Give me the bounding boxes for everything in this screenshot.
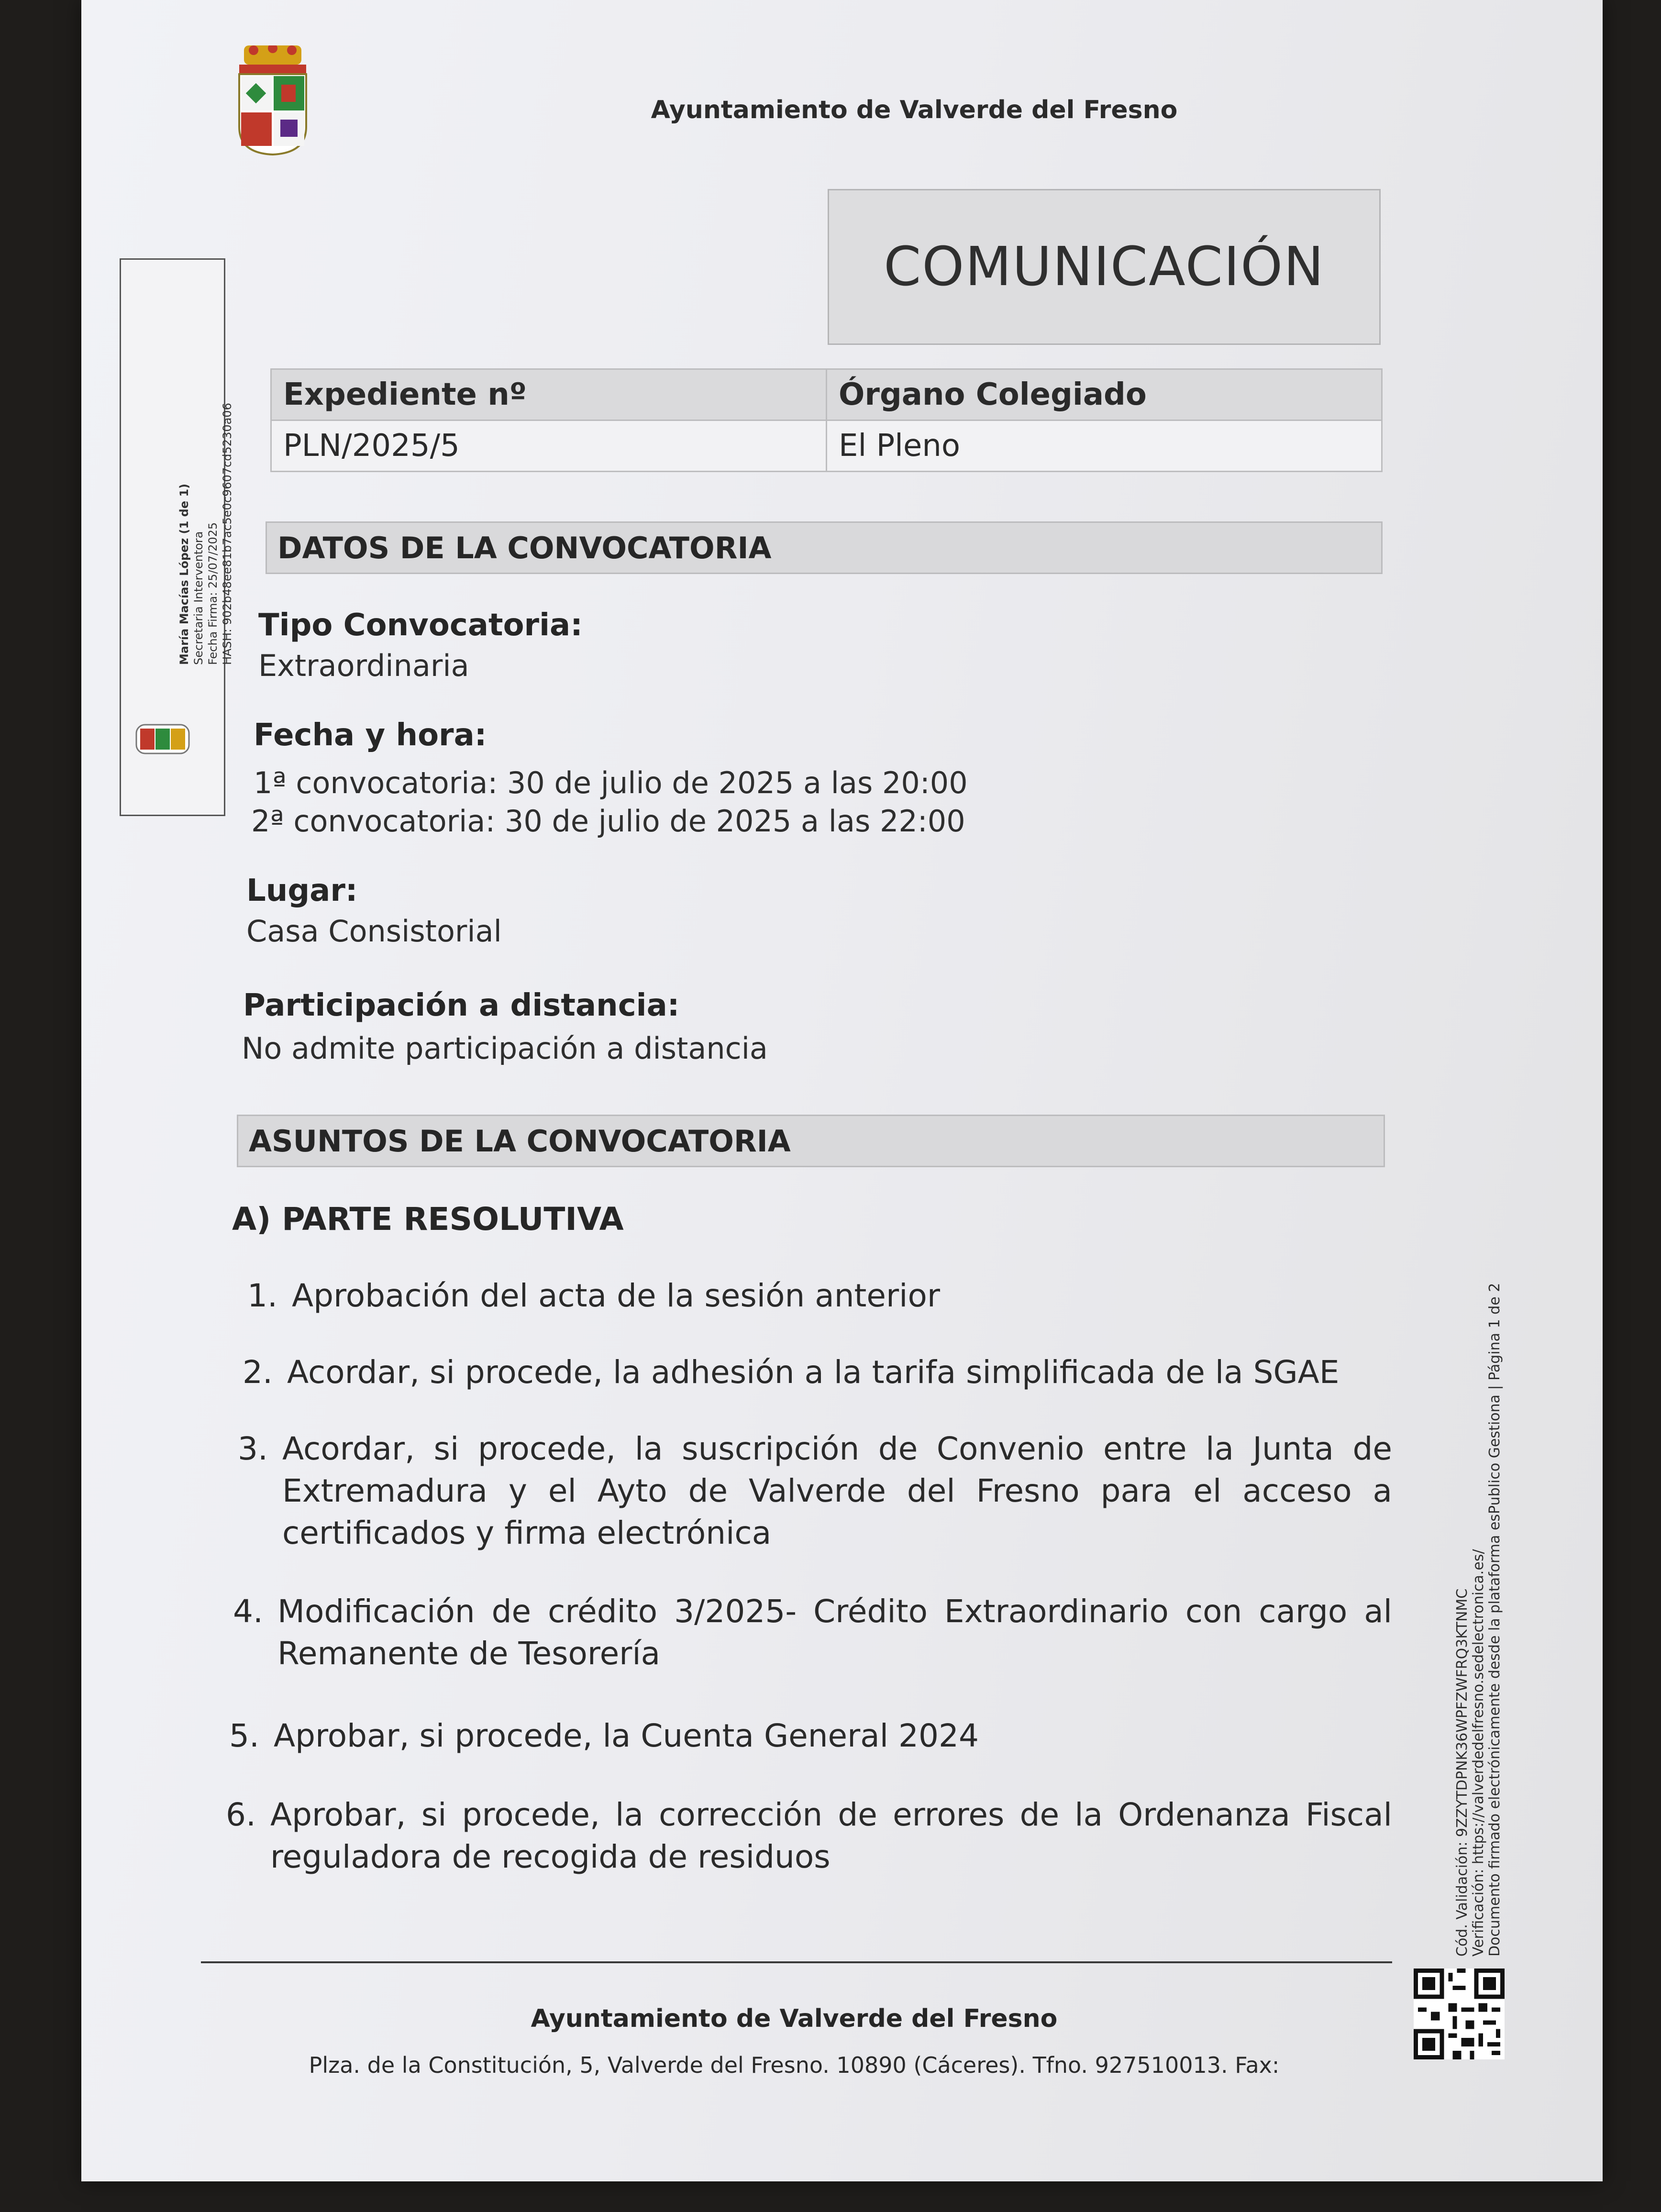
footer-name: Ayuntamiento de Valverde del Fresno — [531, 2004, 1058, 2033]
item-text: Acordar, si procede, la suscripción de Convenio entre la Junta de Extremadura y el Ayto de Valverde del Fresno para el acceso a certificados y firma electrónica — [282, 1430, 1392, 1551]
footer-address: Plza. de la Constitución, 5, Valverde del Fresno. 10890 (Cáceres). Tfno. 927510013. Fax: — [309, 2052, 1280, 2078]
asuntos-section-title: ASUNTOS DE LA CONVOCATORIA — [249, 1123, 791, 1159]
verification-text — [1454, 1283, 1503, 1957]
signature-crest-icon — [132, 720, 194, 758]
item-number: 3. — [238, 1430, 268, 1467]
fecha-label: Fecha y hora: — [254, 718, 487, 753]
tipo-value: Extraordinaria — [258, 648, 469, 683]
verification-url: Verificación: https://valverdedelfresno.sedelectronica.es/ — [1470, 1549, 1487, 1957]
fecha-1: 1ª convocatoria: 30 de julio de 2025 a las 20:00 — [254, 765, 968, 800]
organo-value: El Pleno — [827, 420, 1382, 472]
list-item — [220, 1351, 1392, 1394]
lugar-value: Casa Consistorial — [246, 914, 502, 949]
item-text: Acordar, si procede, la adhesión a la tarifa simplificada de la SGAE — [287, 1354, 1340, 1391]
asuntos-section-bar — [237, 1115, 1385, 1167]
distancia-label: Participación a distancia: — [243, 988, 680, 1023]
item-text: Modificación de crédito 3/2025- Crédito Extraordinario con cargo al Remanente de Tesorería — [277, 1593, 1392, 1672]
document-type-box — [828, 189, 1381, 345]
item-number: 1. — [247, 1277, 277, 1314]
platform-note: Documento firmado electrónicamente desde la plataforma esPublico Gestiona | Página 1 de 2 — [1486, 1283, 1503, 1957]
item-text: Aprobación del acta de la sesión anterior — [292, 1277, 940, 1314]
item-text: Aprobar, si procede, la corrección de errores de la Ordenanza Fiscal reguladora de recogida de residuos — [270, 1796, 1392, 1875]
item-text: Aprobar, si procede, la Cuenta General 2024 — [274, 1717, 979, 1754]
expediente-header: Expediente nº — [271, 369, 827, 420]
qr-code-icon — [1414, 1969, 1505, 2059]
datos-section-bar — [266, 521, 1383, 574]
list-item — [203, 1794, 1392, 1878]
organo-header: Órgano Colegiado — [827, 369, 1382, 420]
signer-name: María Macías López (1 de 1) — [177, 483, 191, 665]
item-number: 6. — [226, 1796, 256, 1833]
document-type: COMUNICACIÓN — [884, 236, 1325, 298]
item-number: 2. — [243, 1354, 273, 1391]
distancia-value: No admite participación a distancia — [242, 1031, 768, 1066]
list-item — [225, 1275, 1392, 1317]
tipo-label: Tipo Convocatoria: — [258, 608, 583, 643]
table-header-row — [271, 369, 1382, 420]
datos-section-title: DATOS DE LA CONVOCATORIA — [277, 530, 772, 565]
list-item — [207, 1715, 1392, 1757]
item-number: 5. — [229, 1717, 259, 1754]
signature-hash: HASH: 902b48ee81b7ac5e0c9607cd5230a06 — [221, 403, 234, 665]
fecha-2: 2ª convocatoria: 30 de julio de 2025 a las 22:00 — [251, 804, 965, 839]
parte-resolutiva-title: A) PARTE RESOLUTIVA — [232, 1201, 624, 1238]
list-item — [210, 1591, 1392, 1675]
table-row — [271, 420, 1382, 472]
footer-divider — [201, 1961, 1392, 1963]
list-item — [215, 1428, 1392, 1554]
signer-role: Secretaria Interventora — [192, 531, 205, 665]
signature-text — [177, 403, 234, 665]
item-number: 4. — [233, 1593, 263, 1630]
header-title: Ayuntamiento de Valverde del Fresno — [651, 96, 1178, 124]
expediente-value: PLN/2025/5 — [271, 420, 827, 472]
validation-code: Cód. Validación: 9ZZYTDPNK36WPFZWFRQ3KTNMC — [1454, 1588, 1471, 1957]
lugar-label: Lugar: — [246, 873, 358, 908]
signature-date: Fecha Firma: 25/07/2025 — [206, 522, 220, 665]
expediente-table — [270, 368, 1383, 472]
